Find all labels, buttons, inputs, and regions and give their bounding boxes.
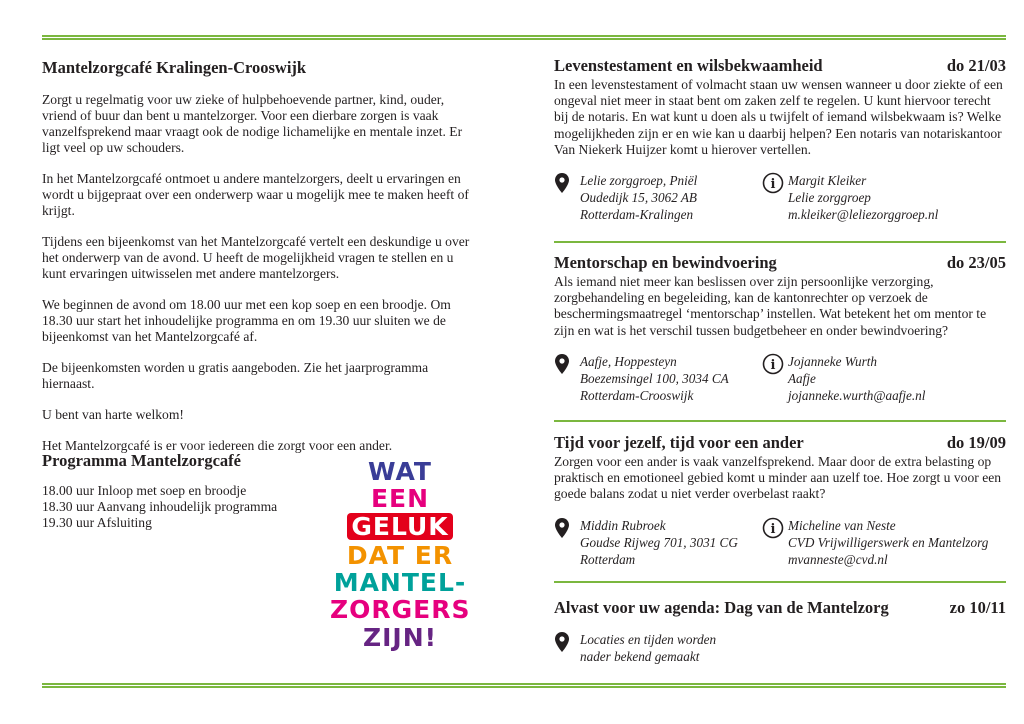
event-title: Levenstestament en wilsbekwaamheid: [554, 56, 823, 75]
event-title: Mentorschap en bewindvoering: [554, 253, 777, 272]
event-date: do 23/05: [946, 253, 1006, 272]
svg-text:i: i: [770, 177, 776, 193]
agenda-location: Locaties en tijden worden nader bekend gemaakt: [554, 631, 716, 665]
event-description: In een levenstestament of volmacht staan uw wensen wanneer u door ziekte of een ongeval niet meer in staat bent om zaken zelf te regelen. U kunt hiervoor terecht bij de notaris. En wat kunt u doen als u twijfelt of iemand wilsbekwaam is? Welke mogelijkheden zijn er en wie kan u daarbij helpen? Een notaris van notariskantoor Van Niekerk Huijzer komt u hierover vertellen.: [554, 77, 1003, 157]
programma-title: Programma Mantelzorgcafé: [42, 451, 241, 470]
intro-paragraph-6: U bent van harte welkom!: [42, 407, 184, 422]
location-pin-icon: [554, 172, 576, 196]
event-description: Zorgen voor een ander is vaak vanzelfsprekend. Maar door de extra belasting op praktisch en emotioneel gebied komt u minder aan uzelf toe. Hoe zorgt u voor een goede balans zodat u niet verder overbelast raakt?: [554, 454, 1002, 502]
location-pin-icon: [554, 631, 576, 655]
event-date: do 21/03: [946, 56, 1006, 75]
event-title: Tijd voor jezelf, tijd voor een ander: [554, 433, 804, 452]
event-description: Als iemand niet meer kan beslissen over zijn persoonlijke verzorging, zorgbehandeling en begeleiding, kan de kantonrechter op verzoek de beschermingsmaatregel ‘mentorschap’ instellen. Wat betekent het om mentor te zijn en wat is het verschil tussen budgetbeheer en onder bewindvoering?: [554, 274, 987, 338]
info-icon: [762, 517, 784, 541]
intro-paragraph-3: Tijdens een bijeenkomst van het Mantelzorgcafé vertelt een deskundige u over het onderwerp van de avond. U heeft de mogelijkheid vragen te stellen en u kunt ervaringen uitwisselen met andere mantelzorgers.: [42, 234, 470, 281]
event-location: Aafje, Hoppesteyn Boezemsingel 100, 3034 CA Rotterdam-Crooswijk: [554, 353, 729, 404]
logo-line-3: GELUK: [330, 513, 470, 540]
page-title: Mantelzorgcafé Kralingen-Crooswijk: [42, 58, 307, 77]
intro-paragraph-7: Het Mantelzorgcafé is er voor iedereen die zorgt voor een ander.: [42, 438, 393, 453]
agenda: [554, 599, 1006, 671]
divider: [554, 581, 1006, 583]
event-contact: i Margit Kleiker Lelie zorggroep m.kleiker@leliezorggroep.nl: [762, 172, 938, 223]
event-1: [554, 57, 1006, 228]
logo-line-6: ZORGERS: [330, 595, 471, 624]
logo-line-5: MANTEL-: [333, 568, 467, 597]
programma-item: 18.00 uur Inloop met soep en broodje: [42, 483, 247, 498]
programma-item: 19.30 uur Afsluiting: [42, 515, 152, 530]
intro-paragraph-4: We beginnen de avond om 18.00 uur met een kop soep en een broodje. Om 18.30 uur start het inhoudelijke programma en om 19.30 uur sluiten we de bijeenkomst van het Mantelzorgcafé af.: [42, 297, 451, 344]
agenda-date: zo 10/11: [949, 598, 1006, 617]
logo-line-2: EEN: [370, 484, 430, 513]
info-icon: [762, 353, 784, 377]
event-location: Lelie zorggroep, Pniël Oudedijk 15, 3062 AB Rotterdam-Kralingen: [554, 172, 697, 223]
event-location: Middin Rubroek Goudse Rijweg 701, 3031 CG Rotterdam: [554, 517, 738, 568]
bottom-rule: [42, 683, 1006, 688]
event-2: [554, 254, 1006, 409]
intro-paragraph-1: Zorgt u regelmatig voor uw zieke of hulpbehoevende partner, kind, ouder, vriend of buur dan bent u mantelzorger. Voor een dierbare zorgen is vaak vanzelfsprekend maar vraagt ook de nodige lichamelijke en mentale inzet. Er ligt veel op uw schouders.: [42, 92, 463, 155]
intro-paragraph-2: In het Mantelzorgcafé ontmoet u andere mantelzorgers, deelt u ervaringen en wordt u bijgepraat over een onderwerp waar u mogelijk mee te maken heeft of krijgt.: [42, 171, 469, 218]
logo-wat-een-geluk: [330, 458, 470, 658]
event-3: [554, 434, 1006, 573]
divider: [554, 420, 1006, 422]
location-pin-icon: [554, 353, 576, 377]
programma-item: 18.30 uur Aanvang inhoudelijk programma: [42, 499, 278, 514]
logo-line-4: DAT ER: [346, 541, 454, 570]
top-rule: [42, 35, 1006, 40]
agenda-title: Alvast voor uw agenda: Dag van de Mantelzorg: [554, 598, 889, 617]
event-contact: i Jojanneke Wurth Aafje jojanneke.wurth@aafje.nl: [762, 353, 925, 404]
intro-paragraph-5: De bijeenkomsten worden u gratis aangeboden. Zie het jaarprogramma hiernaast.: [42, 360, 429, 391]
event-contact: i Micheline van Neste CVD Vrijwilligerswerk en Mantelzorg mvanneste@cvd.nl: [762, 517, 988, 568]
intro-column: [42, 58, 474, 469]
divider: [554, 241, 1006, 243]
svg-text:i: i: [770, 521, 776, 537]
event-date: do 19/09: [946, 433, 1006, 452]
location-pin-icon: [554, 517, 576, 541]
logo-line-7: ZIJN!: [362, 623, 438, 652]
info-icon: [762, 172, 784, 196]
logo-line-1: WAT: [368, 457, 432, 486]
svg-text:i: i: [770, 357, 776, 373]
programma-list: [42, 483, 277, 531]
